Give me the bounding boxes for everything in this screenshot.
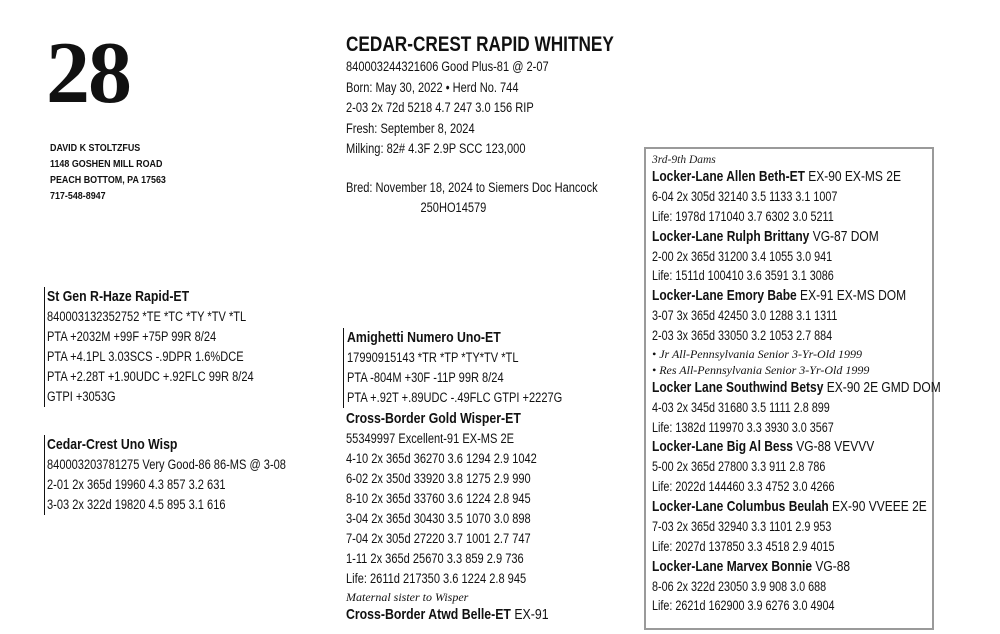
dam-entry-line: Life: 2621d 162900 3.9 6276 3.0 4904 xyxy=(652,598,835,614)
dam-line: 840003203781275 Very Good-86 86-MS @ 3-08 xyxy=(47,457,286,472)
mgd-line: 6-02 2x 350d 33920 3.8 1275 2.9 990 xyxy=(346,471,531,486)
sister-name: Cross-Border Atwd Belle-ET xyxy=(346,606,511,623)
dam-entry-line: Life: 2027d 137850 3.3 4518 2.9 4015 xyxy=(652,538,835,554)
dam-line: 3-03 2x 322d 19820 4.5 895 3.1 616 xyxy=(47,497,226,512)
dam-entry-title: Locker-Lane Allen Beth-ET xyxy=(652,168,805,185)
dam-entry-name xyxy=(652,437,876,457)
mgs-line: 17990915143 *TR *TP *TY*TV *TL xyxy=(347,350,519,365)
dam-line: 2-01 2x 365d 19960 4.3 857 3.2 631 xyxy=(47,477,226,492)
animal-record: 2-03 2x 72d 5218 4.7 247 3.0 156 RIP xyxy=(346,100,534,115)
sire-line: PTA +2032M +99F +75P 99R 8/24 xyxy=(47,329,217,344)
dam-entry-line: 5-00 2x 365d 27800 3.3 911 2.8 786 xyxy=(652,459,826,475)
dam-entry-grade: VG-87 DOM xyxy=(809,227,879,245)
mgd-sister xyxy=(346,605,549,625)
mgd-line: 1-11 2x 365d 25670 3.3 859 2.9 736 xyxy=(346,551,524,566)
animal-fresh: Fresh: September 8, 2024 xyxy=(346,120,475,136)
dam-block xyxy=(44,435,338,515)
animal-born: Born: May 30, 2022 • Herd No. 744 xyxy=(346,79,519,95)
mgd-line: 7-04 2x 305d 27220 3.7 1001 2.7 747 xyxy=(346,531,531,546)
dam-entry-name xyxy=(652,286,907,306)
dam-entry-title: Locker-Lane Big Al Bess xyxy=(652,438,793,456)
dam-entry-title: Locker-Lane Columbus Beulah xyxy=(652,497,829,515)
sister-grade: EX-91 xyxy=(510,606,549,623)
mgd-name: Cross-Border Gold Wisper-ET xyxy=(346,410,521,427)
dam-entry-line: 6-04 2x 305d 32140 3.5 1133 3.1 1007 xyxy=(652,189,838,204)
dam-entry-name xyxy=(652,167,901,187)
dam-entry-grade: EX-91 EX-MS DOM xyxy=(796,287,907,305)
sire-line: 840003132352752 *TE *TC *TY *TV *TL xyxy=(47,309,247,324)
dam-name: Cedar-Crest Uno Wisp xyxy=(47,436,178,453)
mgd-note: Maternal sister to Wisper xyxy=(346,590,469,604)
dam-entry-title: Locker-Lane Marvex Bonnie xyxy=(652,557,813,575)
dam-entry-name xyxy=(652,557,876,577)
dam-entry-title: Locker Lane Southwind Betsy xyxy=(652,378,824,396)
mgs-name: Amighetti Numero Uno-ET xyxy=(347,329,501,346)
dam-entry-line: 7-03 2x 365d 32940 3.3 1101 2.9 953 xyxy=(652,518,832,534)
animal-name: CEDAR-CREST RAPID WHITNEY xyxy=(346,33,614,56)
dam-entry-line: Life: 1382d 119970 3.3 3930 3.0 3567 xyxy=(652,419,834,435)
mgd-line: 3-04 2x 365d 30430 3.5 1070 3.0 898 xyxy=(346,511,531,526)
dam-entry-grade: EX-90 2E GMD DOM xyxy=(823,378,941,396)
lot-number: 28 xyxy=(46,25,130,122)
dam-entry-line: 2-03 3x 365d 33050 3.2 1053 2.7 884 xyxy=(652,327,833,343)
bred-info xyxy=(346,178,653,217)
dams-box xyxy=(644,147,941,630)
mgd-line: 4-10 2x 365d 36270 3.6 1294 2.9 1042 xyxy=(346,451,537,466)
dam-entry-name xyxy=(652,378,941,398)
consignor-block xyxy=(50,140,186,204)
dam-entry-note: • Jr All-Pennsylvania Senior 3-Yr-Old 1999 xyxy=(652,346,863,361)
dams-list xyxy=(652,167,941,616)
dam-entry-title: Locker-Lane Rulph Brittany xyxy=(652,227,810,245)
mgd-line: 55349997 Excellent-91 EX-MS 2E xyxy=(346,431,514,446)
bred-line: Bred: November 18, 2024 to Siemers Doc Hancock xyxy=(346,180,598,195)
dam-entry-grade: EX-90 EX-MS 2E xyxy=(804,168,901,185)
maternal-granddam-block xyxy=(346,409,593,625)
animal-header xyxy=(346,33,673,160)
sire-line: GTPI +3053G xyxy=(47,389,116,404)
sire-line: PTA +4.1PL 3.03SCS -.9DPR 1.6%DCE xyxy=(47,349,244,364)
dam-entry-line: 3-07 3x 365d 42450 3.0 1288 3.1 1311 xyxy=(652,308,838,324)
consignor-name: DAVID K STOLTZFUS xyxy=(50,142,141,154)
dam-entry-note: • Res All-Pennsylvania Senior 3-Yr-Old 1999 xyxy=(652,362,870,377)
consignor-phone: 717-548-8947 xyxy=(50,190,106,202)
dam-entry-name xyxy=(652,497,927,517)
mgs-line: PTA +.92T +.89UDC -.49FLC GTPI +2227G xyxy=(347,390,563,405)
dam-entry-line: 8-06 2x 322d 23050 3.9 908 3.0 688 xyxy=(652,578,827,594)
dam-entry-name xyxy=(652,227,879,247)
dams-box-header: 3rd-9th Dams xyxy=(652,154,716,166)
dam-entry-line: Life: 1978d 171040 3.7 6302 3.0 5211 xyxy=(652,208,834,224)
mgs-line: PTA -804M +30F -11P 99R 8/24 xyxy=(347,370,504,385)
consignor-address: 1148 GOSHEN MILL ROAD xyxy=(50,158,163,170)
bred-code: 250HO14579 xyxy=(420,199,487,215)
sire-name: St Gen R-Haze Rapid-ET xyxy=(47,288,190,305)
animal-milking: Milking: 82# 4.3F 2.9P SCC 123,000 xyxy=(346,141,526,156)
sire-line: PTA +2.28T +1.90UDC +.92FLC 99R 8/24 xyxy=(47,369,254,384)
consignor-city: PEACH BOTTOM, PA 17563 xyxy=(50,174,166,186)
dam-entry-line: 2-00 2x 365d 31200 3.4 1055 3.0 941 xyxy=(652,248,833,264)
animal-id: 840003244321606 Good Plus-81 @ 2-07 xyxy=(346,59,549,74)
dam-entry-grade: VG-88 VEVVV xyxy=(792,438,875,456)
maternal-grandsire-block xyxy=(343,328,610,408)
dam-entry-title: Locker-Lane Emory Babe xyxy=(652,287,797,305)
mgd-line: Life: 2611d 217350 3.6 1224 2.8 945 xyxy=(346,571,527,586)
mgd-line: 8-10 2x 365d 33760 3.6 1224 2.8 945 xyxy=(346,491,531,506)
dam-entry-grade: VG-88 xyxy=(812,557,851,575)
dam-entry-line: Life: 1511d 100410 3.6 3591 3.1 3086 xyxy=(652,268,834,284)
sire-block xyxy=(44,287,299,407)
dam-entry-grade: EX-90 VVEEE 2E xyxy=(828,497,927,515)
dam-entry-line: Life: 2022d 144460 3.3 4752 3.0 4266 xyxy=(652,479,835,495)
dam-entry-line: 4-03 2x 345d 31680 3.5 1111 2.8 899 xyxy=(652,399,830,415)
